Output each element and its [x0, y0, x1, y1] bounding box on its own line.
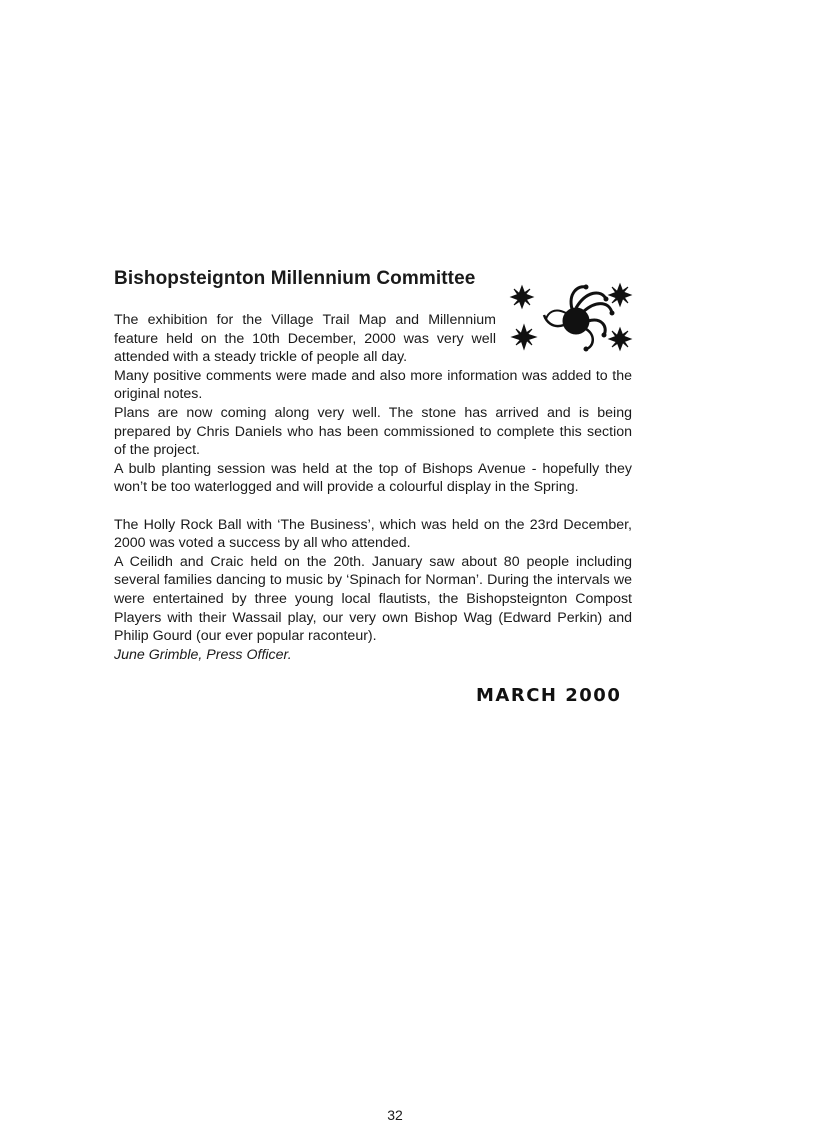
paragraph-bulb-planting: A bulb planting session was held at the top of Bishops Avenue - hopefully they won’t be too waterlogged and will provide a colourful display in the Spring.	[114, 460, 632, 496]
page-title: Bishopsteignton Millennium Committee	[114, 268, 476, 289]
paragraph-ceilidh: A Ceilidh and Craic held on the 20th. January saw about 80 people including several families dancing to music by ‘Spinach for Norman’. During the intervals we were entertained by three young local flautists, the Bishopsteignton Compost Players with their Wassail play, our very own Bishop Wag (Edward Perkin) and Philip Gourd (our ever popular raconteur).	[114, 553, 632, 645]
paragraph-comments: Many positive comments were made and also more information was added to the original notes.	[114, 367, 632, 403]
signoff: June Grimble, Press Officer.	[114, 646, 292, 663]
paragraph-holly-rock-ball: The Holly Rock Ball with ‘The Business’, which was held on the 23rd December, 2000 was voted a success by all who attended.	[114, 516, 632, 552]
article-body	[114, 311, 632, 664]
stars-and-comet-icon	[506, 281, 636, 359]
paragraph-exhibition: The exhibition for the Village Trail Map and Millennium feature held on the 10th December, 2000 was very well attended with a steady trickle of people all day.	[114, 312, 496, 366]
page-number: 32	[387, 1107, 403, 1123]
paragraph-stone: Plans are now coming along very well. The stone has arrived and is being prepared by Chris Daniels who has been commissioned to complete this section of the project.	[114, 404, 632, 459]
date-stamp: MARCH 2000	[476, 685, 622, 706]
